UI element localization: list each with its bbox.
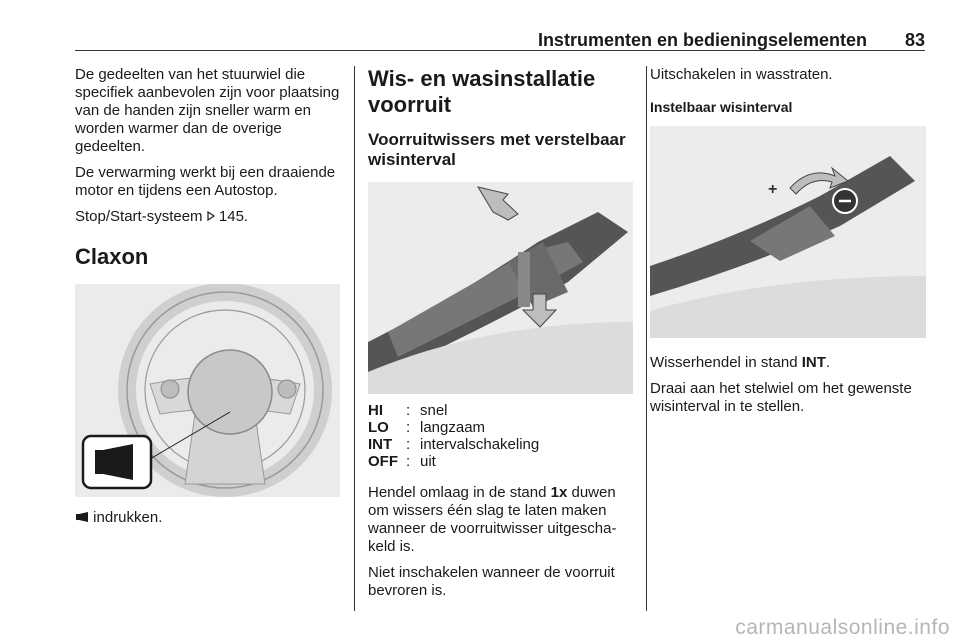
steering-wheel-illustration xyxy=(75,284,340,497)
paragraph: Wisserhendel in stand INT. xyxy=(650,354,831,371)
paragraph: Draai aan het stelwiel om het gewenste wisinterval in te stellen. xyxy=(650,380,912,415)
caption-text: indrukken. xyxy=(93,509,163,526)
paragraph: De gedeelten van het stuurwiel die specifiek aanbevolen zijn voor plaatsing van de handen zijn sneller warm en worden warmer dan de overige gedeelten. xyxy=(75,66,340,155)
column-1 xyxy=(75,66,340,535)
paragraph: Niet inschakelen wanneer de voorruit bevroren is. xyxy=(368,564,615,599)
reference-arrow-icon xyxy=(207,211,215,221)
definition-row: OFF : uit xyxy=(368,453,436,470)
subsection-heading: Instelbaar wisinterval xyxy=(650,99,793,115)
wiper-lever-illustration xyxy=(368,182,633,394)
chapter-title: Instrumenten en bedieningselementen xyxy=(537,30,867,50)
subsection-heading: Voorruitwissers met verstelbaar wisinterval xyxy=(368,130,626,169)
page-header xyxy=(75,24,925,51)
paragraph: Hendel omlaag in de stand 1x duwen om wissers één slag te laten maken wanneer de voorruitwisser uitgeschakeld is. xyxy=(368,484,617,555)
paragraph: De verwarming werkt bij een draaiende motor en tijdens een Autostop. xyxy=(75,164,336,199)
watermark: carmanualsonline.info xyxy=(735,616,950,639)
column-2 xyxy=(368,66,633,608)
definition-row: LO : langzaam xyxy=(368,419,486,436)
svg-text:+: + xyxy=(768,181,778,198)
definition-row: INT : intervalschakeling xyxy=(368,436,540,453)
definition-row: HI : snel xyxy=(368,402,448,419)
cross-reference[interactable] xyxy=(75,208,340,226)
section-heading: Claxon xyxy=(75,244,149,269)
definition-list xyxy=(368,402,633,470)
paragraph: Uitschakelen in wasstraten. xyxy=(650,66,833,83)
column-3 xyxy=(650,66,930,424)
horn-caption xyxy=(75,509,340,527)
reference-text: Stop/Start-systeem xyxy=(75,208,203,225)
horn-icon xyxy=(75,512,89,522)
reference-page: 145. xyxy=(218,208,249,225)
interval-wheel-illustration xyxy=(650,126,926,338)
page-number: 83 xyxy=(904,30,925,50)
column-divider xyxy=(646,66,647,611)
section-heading: Wis- en wasinstallatie voorruit xyxy=(368,66,596,117)
column-divider xyxy=(354,66,355,611)
